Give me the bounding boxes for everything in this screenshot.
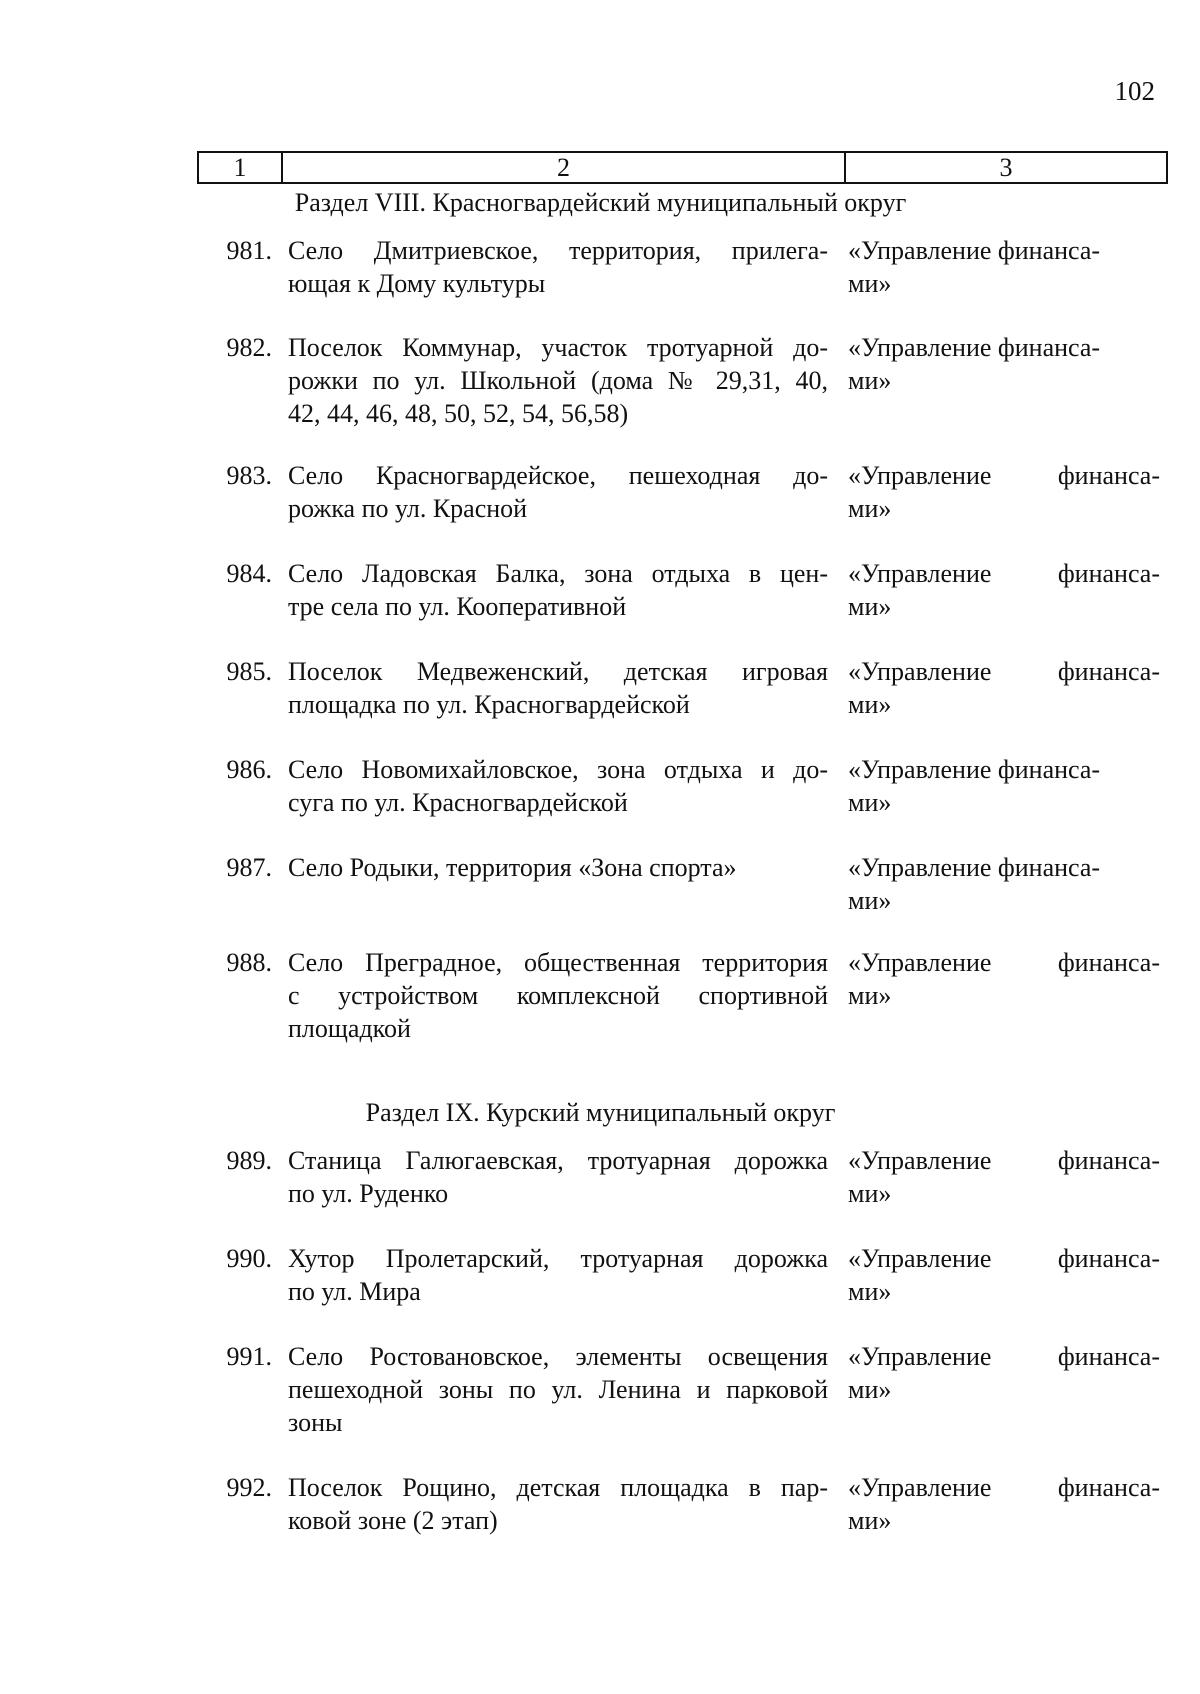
entry-responsible: «Управление финанса- ми» [848,1146,1160,1208]
entry-number: 984. [226,559,272,588]
entry-responsible: «Управление финанса- ми» [848,1473,1160,1535]
entry-number: 990. [226,1244,272,1273]
entry-description: Поселок Коммунар, участок тротуарной до- рожки по ул. Школьной (дома № 29,31, 40, 42, 44, 46, 48, 50, 52, 54, 56,58) [288,333,828,428]
header-cell-1: 1 [199,153,283,182]
section-title-ix: Раздел IX. Курский муниципальный округ [365,1098,836,1127]
entry-responsible: «Управление финанса- ми» [848,333,1101,395]
entry-responsible: «Управление финанса- ми» [848,461,1160,523]
entry-description: Поселок Медвеженский, детская игровая площадка по ул. Красногвардейской [288,657,828,719]
entry-number: 989. [226,1146,272,1175]
entry-description: Село Красногвардейское, пешеходная до- рожка по ул. Красной [288,461,828,523]
entry-number: 991. [226,1342,272,1371]
entry-description: Станица Галюгаевская, тротуарная дорожка по ул. Руденко [288,1146,828,1208]
entry-number: 982. [226,333,272,362]
entry-description: Село Ладовская Балка, зона отдыха в цен- тре села по ул. Кооперативной [288,559,828,621]
entry-number: 986. [226,755,272,784]
entry-responsible: «Управление финанса- ми» [848,755,1101,817]
entry-responsible: «Управление финанса- ми» [848,1244,1160,1306]
entry-description: Поселок Рощино, детская площадка в пар- ковой зоне (2 этап) [288,1473,828,1535]
entry-number: 985. [226,657,272,686]
entry-description: Село Ростовановское, элементы освещения пешеходной зоны по ул. Ленина и парковой зоны [288,1342,828,1437]
entry-description: Хутор Пролетарский, тротуарная дорожка по ул. Мира [288,1244,828,1306]
header-cell-2: 2 [283,153,846,182]
entry-responsible: «Управление финанса- ми» [848,559,1160,621]
entry-description: Село Дмитриевское, территория, прилега- ющая к Дому культуры [288,236,828,298]
entry-responsible: «Управление финанса- ми» [848,657,1160,719]
entry-number: 992. [226,1473,272,1502]
entry-responsible: «Управление финанса- ми» [848,853,1101,915]
entry-responsible: «Управление финанса- ми» [848,1342,1160,1404]
entry-number: 983. [226,461,272,490]
entry-number: 981. [226,236,272,265]
header-cell-3: 3 [999,153,1013,182]
entry-number: 987. [226,853,272,882]
section-title-viii: Раздел VIII. Красногвардейский муниципальный округ [294,188,907,217]
entry-description: Село Преградное, общественная территория с устройством комплексной спортивной площадкой [288,948,828,1043]
entry-description: Село Новомихайловское, зона отдыха и до- суга по ул. Красногвардейской [288,755,828,817]
entry-responsible: «Управление финанса- ми» [848,948,1160,1010]
page-number: 102 [1114,76,1155,106]
entry-description: Село Родыки, территория «Зона спорта» [288,853,737,882]
entry-number: 988. [226,948,272,977]
table-header-row [197,151,1168,184]
entry-responsible: «Управление финанса- ми» [848,236,1101,298]
